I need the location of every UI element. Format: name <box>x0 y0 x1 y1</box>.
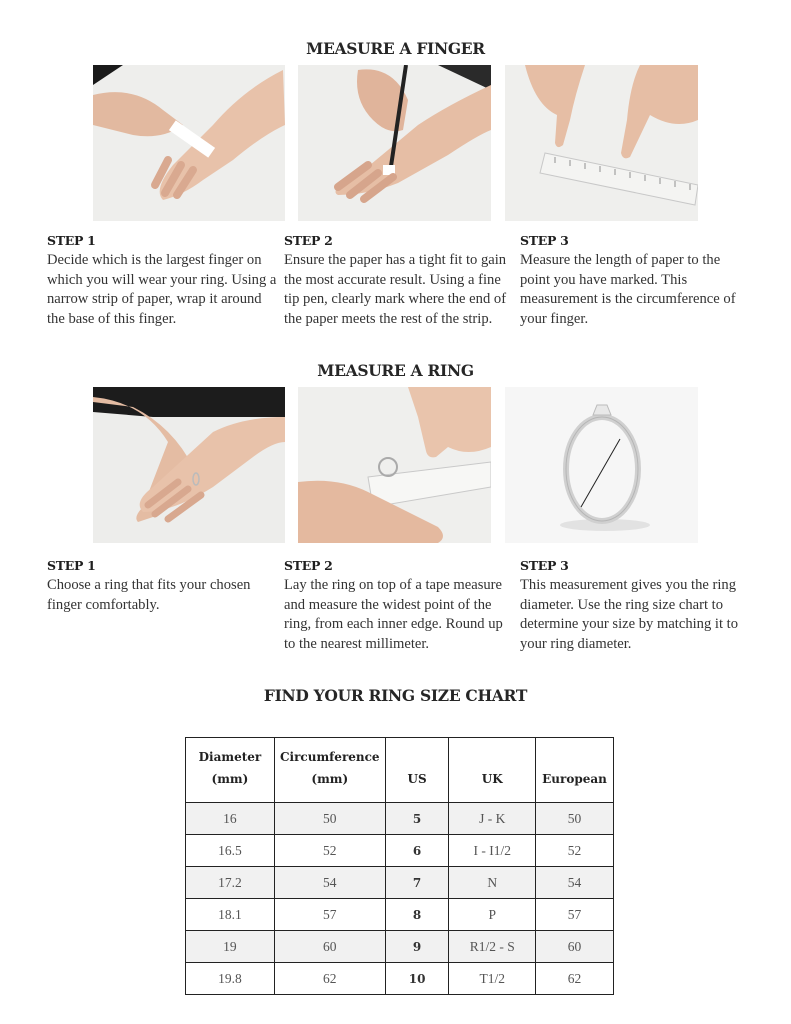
section-title-measure-ring: MEASURE A RING <box>317 361 474 380</box>
photo-ruler <box>505 65 698 221</box>
cell-european: 62 <box>536 963 614 995</box>
cell-us: 8 <box>385 899 449 931</box>
header-european: European <box>536 738 614 803</box>
cell-us: 7 <box>385 867 449 899</box>
header-uk: UK <box>449 738 536 803</box>
step-label: STEP 1 <box>47 558 96 573</box>
hand-wrapping-paper-illustration <box>93 65 285 221</box>
step-text: Decide which is the largest finger on which you will wear your ring. Using a narrow strip of paper, wrap it around the base of this finger. <box>47 252 277 327</box>
ring-diameter-illustration <box>505 387 698 543</box>
cell-diameter: 18.1 <box>186 899 275 931</box>
fingers-on-ruler-illustration <box>505 65 698 221</box>
cell-circumference: 52 <box>274 835 385 867</box>
cell-diameter: 17.2 <box>186 867 275 899</box>
finger-step-3 <box>520 233 750 329</box>
header-circumference: Circumference (mm) <box>274 738 385 803</box>
table-row <box>186 899 614 931</box>
step-text: Lay the ring on top of a tape measure and measure the widest point of the ring, from each inner edge. Round up to the nearest millimeter. <box>284 577 503 652</box>
table-row <box>186 867 614 899</box>
cell-diameter: 19.8 <box>186 963 275 995</box>
cell-diameter: 19 <box>186 931 275 963</box>
hands-with-ring-illustration <box>93 387 285 543</box>
ring-on-ruler-illustration <box>298 387 491 543</box>
section-title-size-chart: FIND YOUR RING SIZE CHART <box>263 686 528 705</box>
cell-uk: R1/2 - S <box>449 931 536 963</box>
ring-step-3 <box>520 558 750 654</box>
cell-circumference: 57 <box>274 899 385 931</box>
step-text: This measurement gives you the ring diameter. Use the ring size chart to determine your size by matching it to your ring diameter. <box>520 577 739 652</box>
step-label: STEP 1 <box>47 233 96 248</box>
cell-european: 60 <box>536 931 614 963</box>
step-text: Ensure the paper has a tight fit to gain the most accurate result. Using a fine tip pen, clearly mark where the end of the paper meets the rest of the strip. <box>284 252 507 327</box>
cell-uk: T1/2 <box>449 963 536 995</box>
finger-step-2 <box>284 233 514 329</box>
table-row <box>186 803 614 835</box>
cell-uk: J - K <box>449 803 536 835</box>
cell-us: 5 <box>385 803 449 835</box>
photo-ring-diameter <box>505 387 698 543</box>
cell-diameter: 16.5 <box>186 835 275 867</box>
cell-circumference: 62 <box>274 963 385 995</box>
cell-circumference: 60 <box>274 931 385 963</box>
table-row <box>186 931 614 963</box>
ring-size-table <box>185 737 614 995</box>
step-text: Measure the length of paper to the point you have marked. This measurement is the circumference of your finger. <box>520 252 736 327</box>
step-label: STEP 2 <box>284 233 333 248</box>
header-diameter: Diameter (mm) <box>186 738 275 803</box>
cell-european: 57 <box>536 899 614 931</box>
cell-european: 54 <box>536 867 614 899</box>
step-label: STEP 2 <box>284 558 333 573</box>
cell-us: 10 <box>385 963 449 995</box>
step-label: STEP 3 <box>520 558 569 573</box>
cell-us: 9 <box>385 931 449 963</box>
photo-mark-paper <box>298 65 491 221</box>
step-text: Choose a ring that fits your chosen finger comfortably. <box>47 577 251 613</box>
pen-marking-paper-illustration <box>298 65 491 221</box>
ring-step-1 <box>47 558 277 615</box>
photo-wrap-paper <box>93 65 285 221</box>
photo-ring-on-ruler <box>298 387 491 543</box>
cell-uk: N <box>449 867 536 899</box>
cell-european: 50 <box>536 803 614 835</box>
step-label: STEP 3 <box>520 233 569 248</box>
header-us: US <box>385 738 449 803</box>
table-row <box>186 835 614 867</box>
cell-circumference: 54 <box>274 867 385 899</box>
cell-european: 52 <box>536 835 614 867</box>
cell-circumference: 50 <box>274 803 385 835</box>
table-row <box>186 963 614 995</box>
section-title-measure-finger: MEASURE A FINGER <box>306 39 485 58</box>
table-header-row <box>186 738 614 803</box>
cell-uk: I - I1/2 <box>449 835 536 867</box>
cell-uk: P <box>449 899 536 931</box>
ring-step-2 <box>284 558 514 654</box>
photo-ring-on-hand <box>93 387 285 543</box>
finger-step-1 <box>47 233 277 329</box>
cell-us: 6 <box>385 835 449 867</box>
cell-diameter: 16 <box>186 803 275 835</box>
